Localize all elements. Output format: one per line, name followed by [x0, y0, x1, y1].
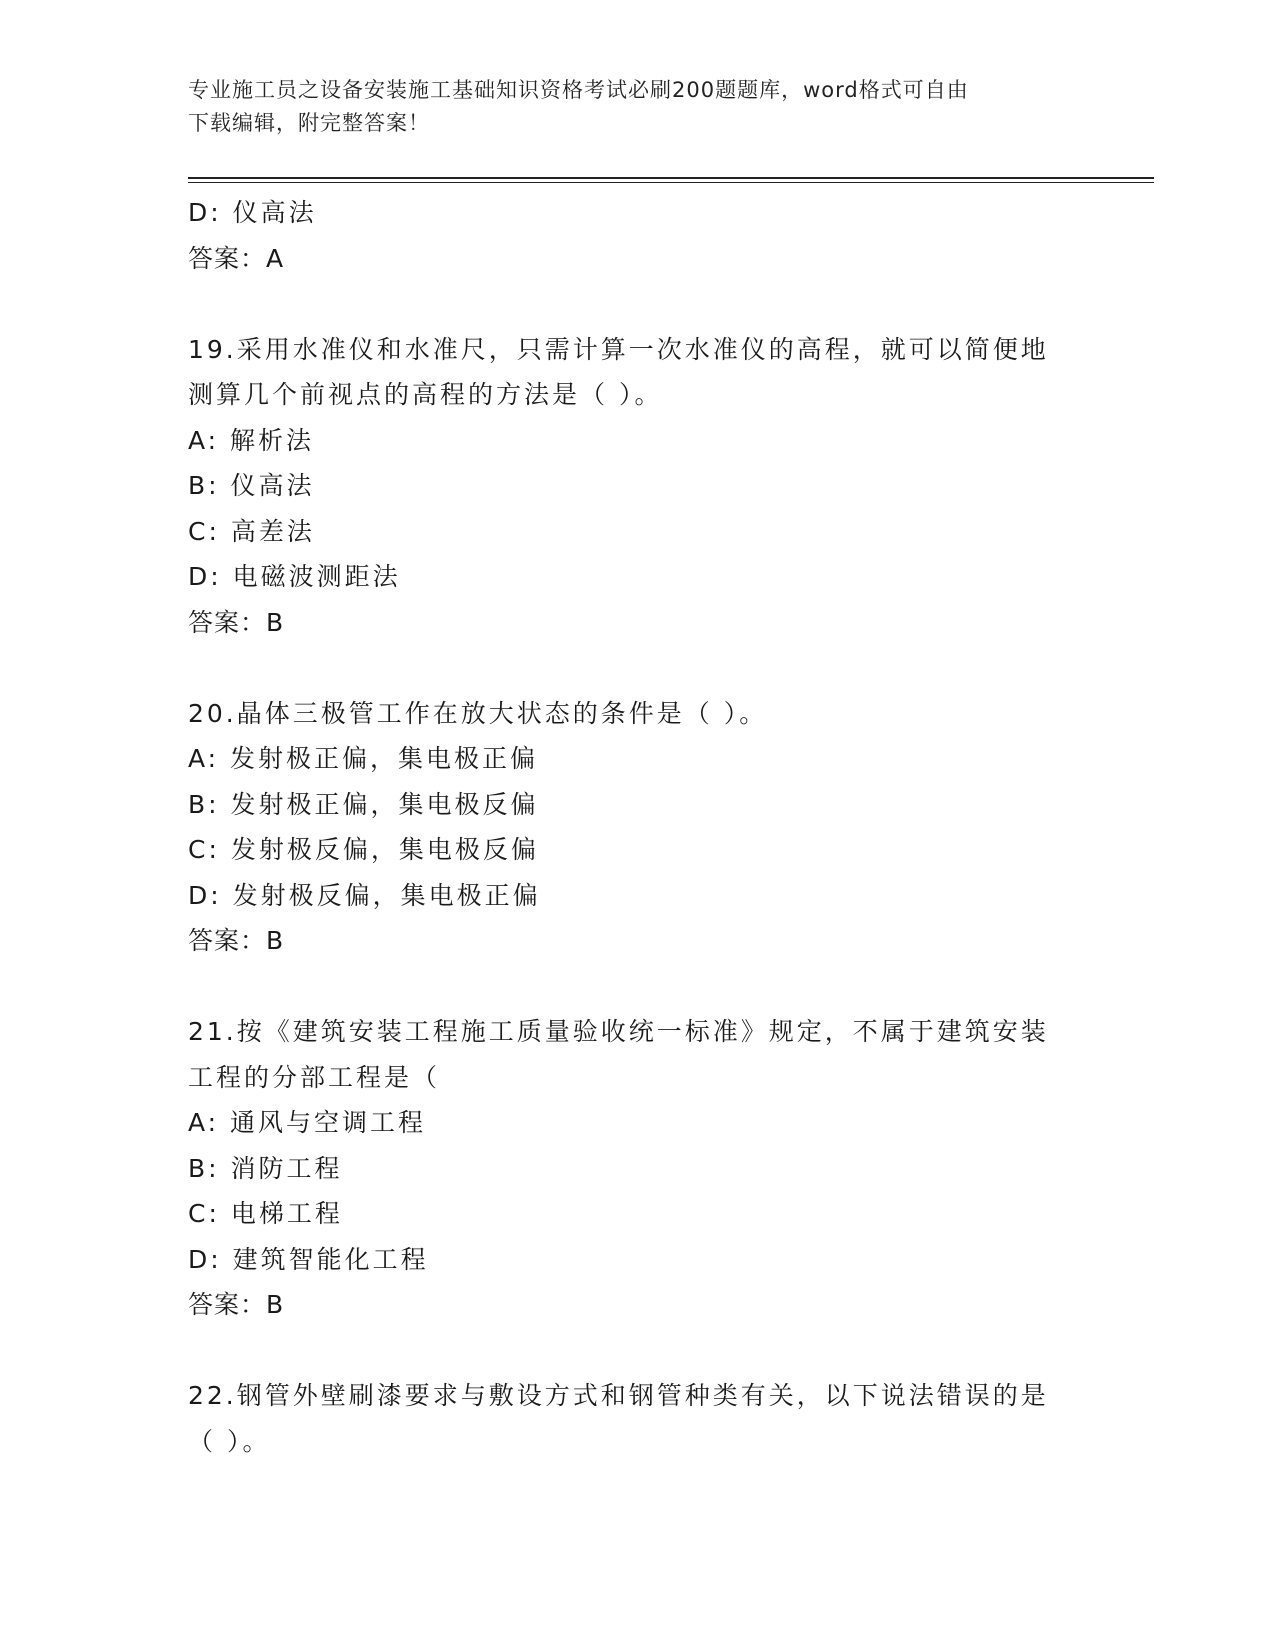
- option-b: B: 消防工程: [188, 1153, 343, 1183]
- header-title-line-1: 专业施工员之设备安装施工基础知识资格考试必刷200题题库，word格式可自由: [188, 78, 969, 102]
- question-content: [188, 190, 1088, 1464]
- option-c: C: 电梯工程: [188, 1199, 343, 1228]
- option-c: C: 高差法: [188, 516, 315, 546]
- option-b: B: 仪高法: [188, 471, 315, 500]
- option-a: A: 通风与空调工程: [188, 1108, 427, 1137]
- spacer: [188, 645, 1088, 691]
- question-stem-line-1: 20.晶体三极管工作在放大状态的条件是（ ）。: [188, 698, 768, 728]
- spacer: [188, 964, 1088, 1010]
- spacer: [188, 1328, 1088, 1374]
- header-title-line-2: 下载编辑，附完整答案！: [188, 111, 430, 135]
- question-stem-line-1: 21.按《建筑安装工程施工质量验收统一标准》规定，不属于建筑安装: [188, 1017, 1049, 1046]
- question-19: [188, 327, 1088, 646]
- question-stem-line-1: 19.采用水准仪和水准尺，只需计算一次水准仪的高程，就可以简便地: [188, 334, 1049, 364]
- question-stem-line-2: （ ）。: [188, 1426, 271, 1456]
- option-d: D: 电磁波测距法: [188, 562, 401, 591]
- header-rule-thick: [188, 177, 1154, 179]
- question-20: [188, 691, 1088, 964]
- answer: 答案：B: [188, 607, 285, 637]
- question-22: [188, 1373, 1088, 1464]
- option-d: D: 建筑智能化工程: [188, 1244, 429, 1274]
- option-a: A: 解析法: [188, 425, 315, 455]
- question-stem-line-1: 22.钢管外壁刷漆要求与敷设方式和钢管种类有关，以下说法错误的是: [188, 1381, 1049, 1410]
- question-stem-line-2: 测算几个前视点的高程的方法是（ ）。: [188, 380, 663, 409]
- option-c: C: 发射极反偏，集电极反偏: [188, 835, 539, 864]
- answer: 答案：B: [188, 926, 285, 955]
- header-rule-thin: [188, 182, 1154, 183]
- spacer: [188, 281, 1088, 327]
- option-d: D: 发射极反偏，集电极正偏: [188, 880, 541, 910]
- option-b: B: 发射极正偏，集电极反偏: [188, 789, 539, 819]
- question-21: [188, 1009, 1088, 1328]
- prev-option-d: D: 仪高法: [188, 198, 317, 227]
- question-stem-line-2: 工程的分部工程是（: [188, 1062, 441, 1092]
- option-a: A: 发射极正偏，集电极正偏: [188, 744, 539, 773]
- answer: 答案：B: [188, 1290, 285, 1319]
- prev-answer: 答案：A: [188, 243, 285, 273]
- page-header: [188, 74, 1068, 140]
